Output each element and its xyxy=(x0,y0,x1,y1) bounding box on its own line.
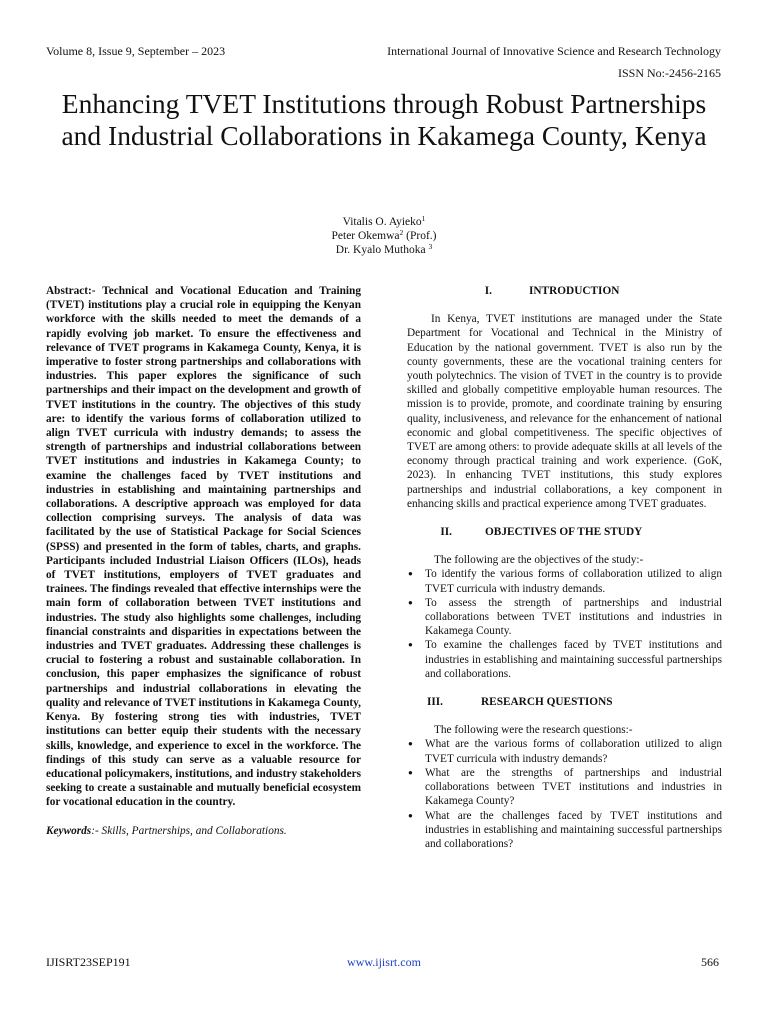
section-heading-objectives xyxy=(407,525,722,539)
objectives-lead: The following are the objectives of the study:- xyxy=(434,554,644,567)
section-heading-introduction xyxy=(407,284,722,298)
journal-volume: Volume 8, Issue 9, September – 2023 xyxy=(46,44,226,58)
keywords-text: :- Skills, Partnerships, and Collaborations. xyxy=(91,824,287,837)
keywords xyxy=(46,824,361,838)
section-title: INTRODUCTION xyxy=(529,285,620,297)
objectives-list xyxy=(407,567,722,681)
section-number: I. xyxy=(484,285,492,297)
section-number: II. xyxy=(440,526,452,539)
journal-website-link[interactable]: www.ijisrt.com xyxy=(347,955,421,969)
section-title: OBJECTIVES OF THE STUDY xyxy=(485,526,643,539)
list-item: ● To assess the strength of partnerships and industrial collaborations between TVET institutions and industries in Kakamega County. xyxy=(407,596,722,639)
section-title: RESEARCH QUESTIONS xyxy=(481,696,613,709)
list-item: ● What are the challenges faced by TVET institutions and industries in establishing and maintaining successful partnerships and collaborations? xyxy=(407,809,722,852)
journal-name: International Journal of Innovative Science and Research Technology xyxy=(387,44,721,58)
list-item: ● To identify the various forms of collaboration utilized to align TVET curricula with industry demands. xyxy=(407,567,722,595)
list-item: ● What are the strengths of partnerships and industrial collaborations between TVET institutions and industries in Kakamega County? xyxy=(407,766,722,809)
journal-issn: ISSN No:-2456-2165 xyxy=(617,66,721,80)
page-number: 566 xyxy=(701,955,719,969)
author-3: Dr. Kyalo Muthoka $^3$ xyxy=(335,242,433,256)
paper-title: Enhancing TVET Institutions through Robust Partnerships and Industrial Collaborations in Kakamega County, Kenya xyxy=(61,88,707,151)
introduction-text: In Kenya, TVET institutions are managed under the State Department for Vocational and Technical in the Ministry of Education by the national government. TVET is also run by the county governments, these are the vocational training centers for youth polytechnics. The vision of TVET in the country is to provide skilled and globally competitive employable human resources. The mission is to provide, promote, and coordinate training by ensuring quality, inclusiveness, and relevance for the enhancement of national economic and global competitiveness. The specific objectives of TVET are among others: to provide adequate skills at all levels of the economy through practical training and work experience. (GoK, 2023). In enhancing TVET institutions, this study explores partnerships and industrial collaborations, a key component in enhancing skills and practical experience among TVET graduates. xyxy=(407,313,722,510)
left-column xyxy=(46,284,361,838)
author-2: Peter Okemwa$^2$ (Prof.) xyxy=(331,228,437,242)
questions-list xyxy=(407,737,722,851)
abstract: Abstract:- Technical and Vocational Education and Training (TVET) institutions play a crucial role in equipping the Kenyan workforce with the skills needed to meet the demands of a rapidly evolving job market. To ensure the effectiveness and relevance of TVET programs in Kakamega County, Kenya, it is imperative to foster strong partnerships and collaborations with industries. This paper explores the significance of such partnerships and their impact on the development and growth of TVET institutions in the country. The objectives of this study are: to identify the various forms of collaboration utilized to align TVET curricula with industry demands; to assess the strength of partnerships and industrial collaborations between TVET institutions and industries in Kakamega County; to examine the challenges faced by TVET institutions and industries in establishing and maintaining partnerships and collaborations. A descriptive approach was employed for data collection comprising surveys. The analysis of data was facilitated by the use of Statistical Package for Social Sciences (SPSS) and presented in the form of tables, charts, and graphs. Participants included Industrial Liaison Officers (ILOs), heads of TVET institutions, employers of TVET graduates and trainees. The findings revealed that effective internships were the main form of collaboration between TVET institutions and industries. The study also highlights some challenges, including financial constraints and disparities in expectations between the industries and TVET graduates. Addressing these challenges is crucial to fostering a robust and sustainable collaboration. In conclusion, this paper emphasizes the significance of robust partnerships and industrial collaborations in elevating the quality and relevance of TVET institutions in Kakamega County, Kenya. By fostering strong ties with industries, TVET institutions can better equip their students with the necessary skills, knowledge, and experience to excel in the workforce. The findings of this study can serve as a valuable resource for educational policymakers, institutions, and industry stakeholders seeking to create a sustainable and mutually beneficial ecosystem for vocational education in the country. xyxy=(46,285,361,809)
author-list xyxy=(0,215,768,257)
section-heading-research-questions xyxy=(407,695,722,709)
paper-id: IJISRT23SEP191 xyxy=(46,955,131,969)
section-number: III. xyxy=(426,696,443,709)
keywords-label: Keywords xyxy=(46,824,92,837)
questions-lead: The following were the research questions:- xyxy=(434,724,633,737)
list-item: ● To examine the challenges faced by TVET institutions and industries in establishing and maintaining successful partnerships and collaborations. xyxy=(407,638,722,681)
list-item: ● What are the various forms of collaboration utilized to align TVET curricula with industry demands? xyxy=(407,737,722,765)
author-1: Vitalis O. Ayieko$^1$ xyxy=(342,214,426,228)
right-column xyxy=(407,284,722,851)
